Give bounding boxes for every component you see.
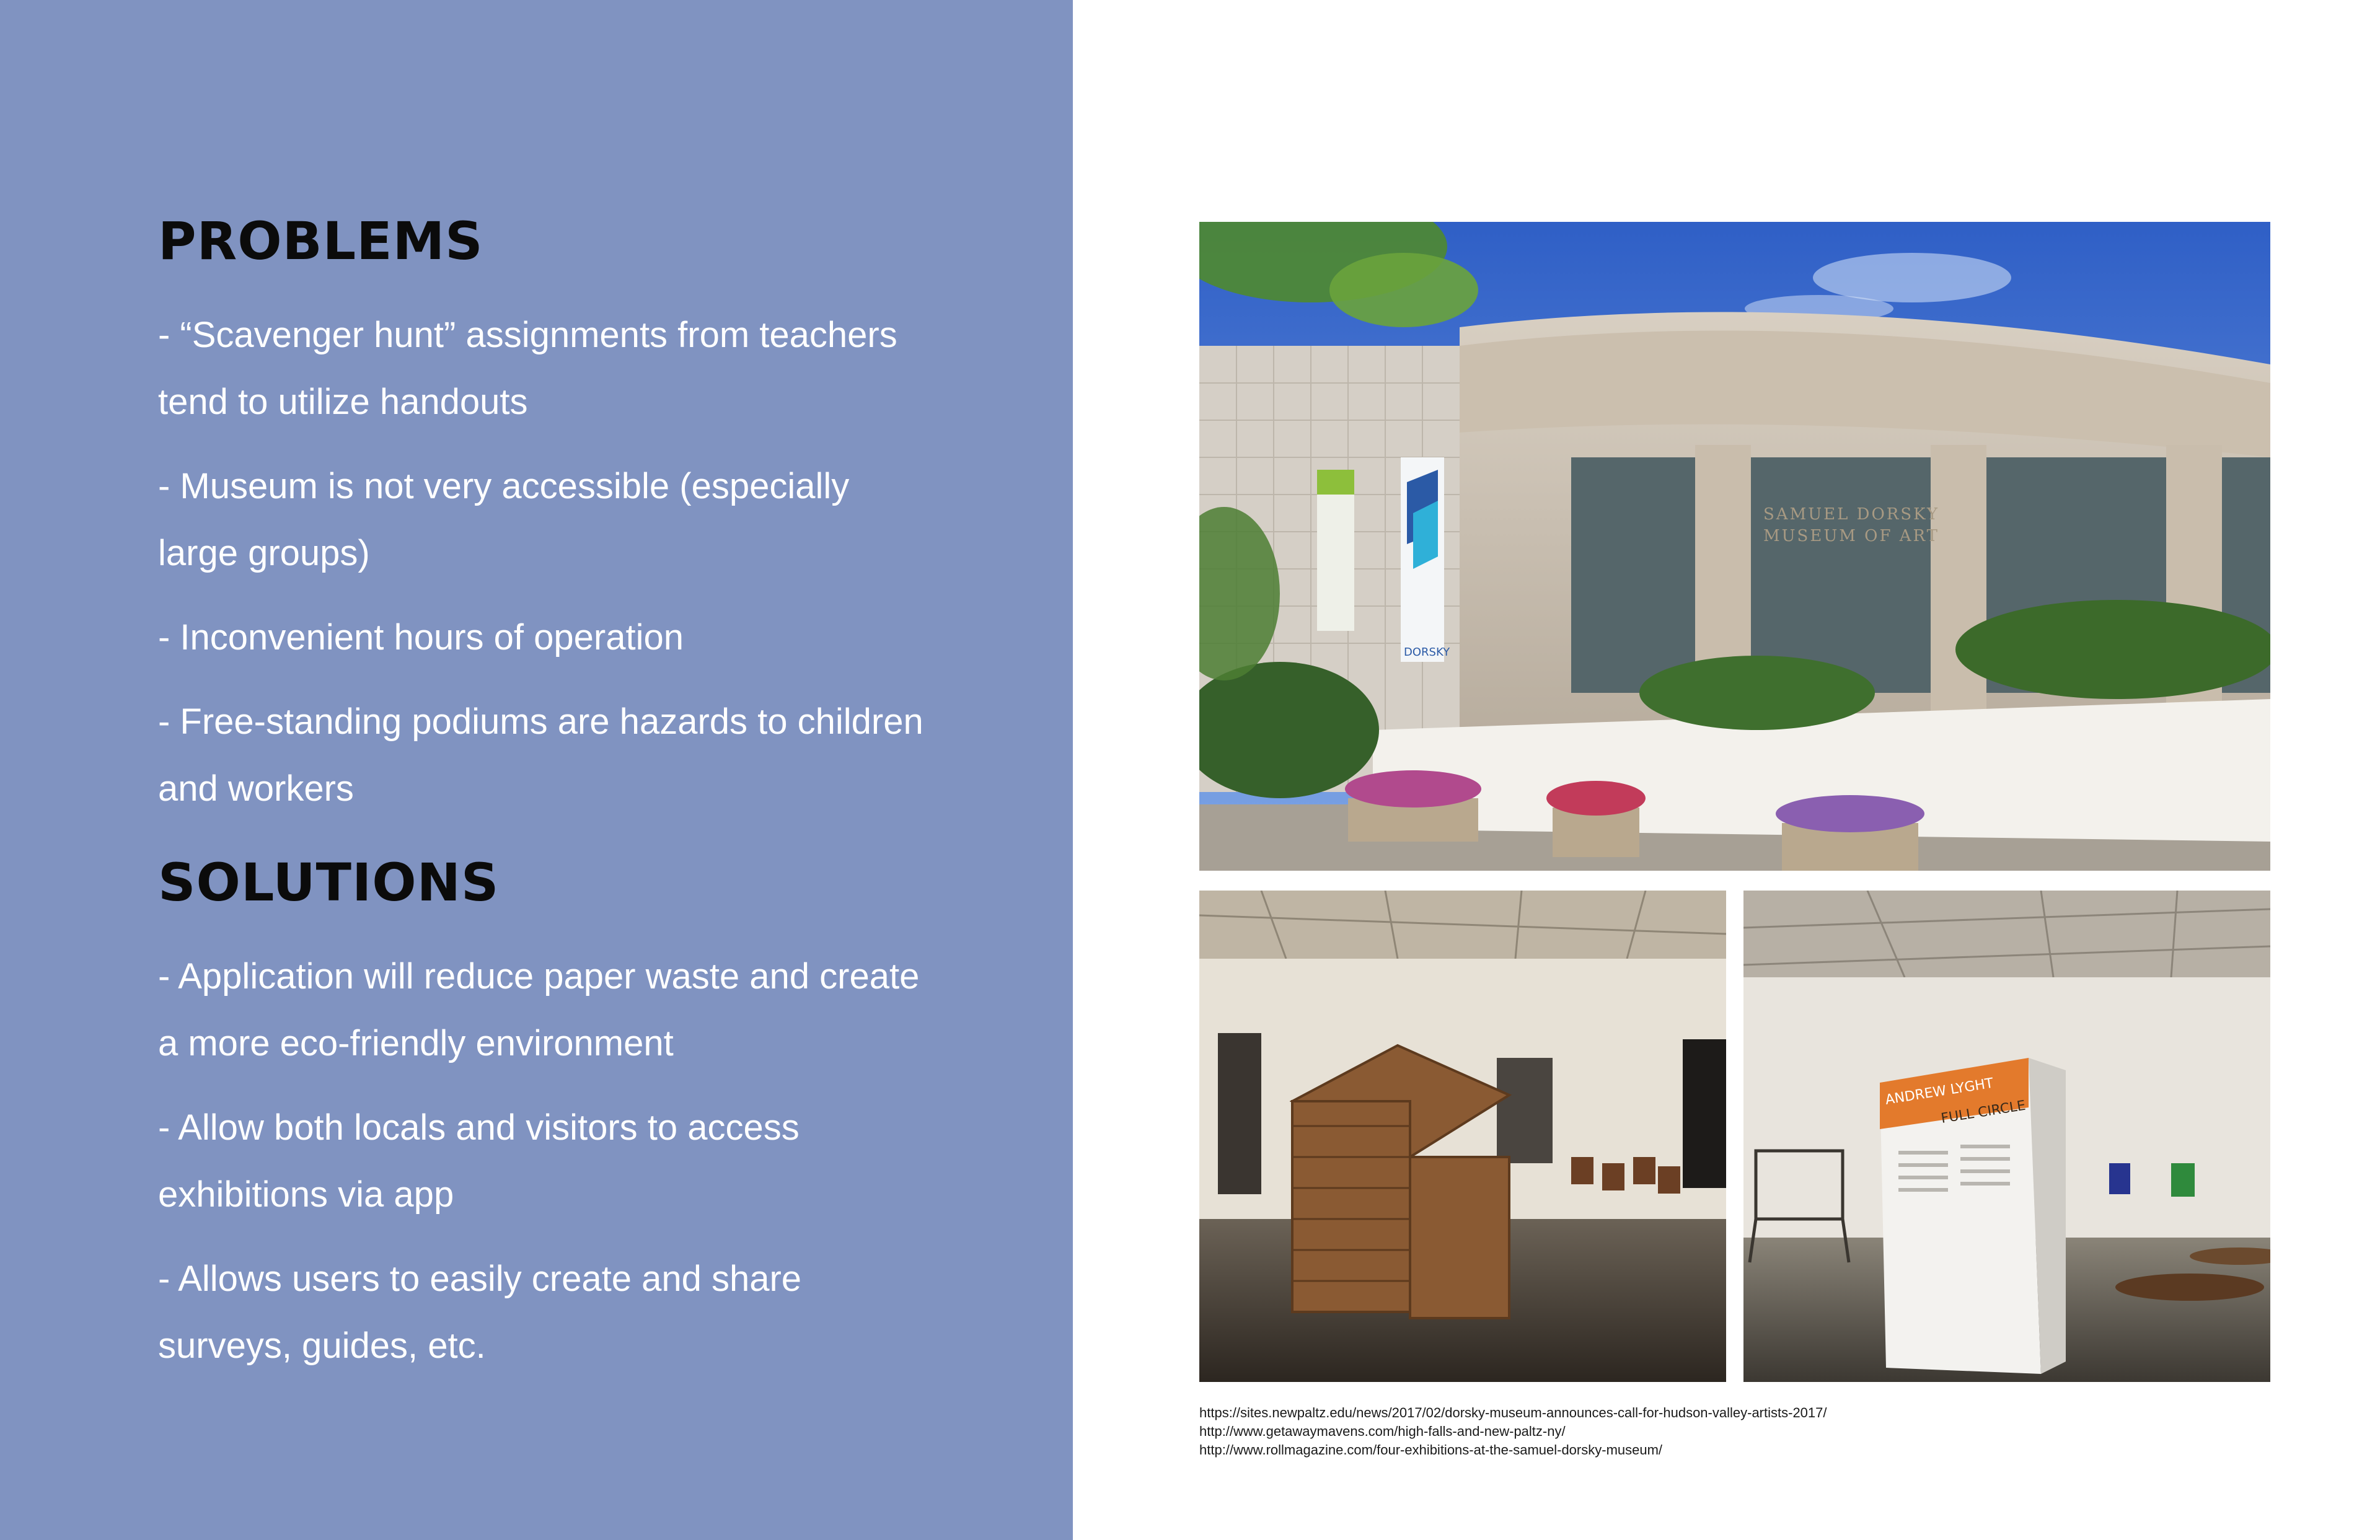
solution-item: - Allows users to easily create and share surveys, guides, etc. (158, 1259, 802, 1366)
problem-item: - Museum is not very accessible (especially large groups) (158, 466, 850, 573)
gallery-exhibit-photo (1743, 891, 2270, 1382)
exhibit-title-line2: FULL CIRCLE (1940, 1098, 2027, 1127)
source-link[interactable]: http://www.rollmagazine.com/four-exhibitions-at-the-samuel-dorsky-museum/ (1199, 1442, 1663, 1458)
problems-list (158, 302, 939, 840)
problems-heading: PROBLEMS (158, 211, 483, 271)
exhibit-title-line1: ANDREW LYGHT (1884, 1075, 1994, 1108)
gallery-installation-photo (1199, 891, 1726, 1382)
dorsky-banner-text: DORSKY (1404, 646, 1450, 659)
museum-exterior-photo (1199, 222, 2270, 871)
solution-item: - Allow both locals and visitors to access exhibitions via app (158, 1107, 800, 1215)
museum-sign-line1: SAMUEL DORSKY (1763, 505, 1940, 524)
problem-item: - “Scavenger hunt” assignments from teachers tend to utilize handouts (158, 315, 897, 422)
left-panel (0, 0, 1073, 1540)
source-link[interactable]: http://www.getawaymavens.com/high-falls-and-new-paltz-ny/ (1199, 1423, 1566, 1439)
problem-item: - Free-standing podiums are hazards to children and workers (158, 702, 923, 809)
image-sources (1199, 1404, 2253, 1459)
source-link[interactable]: https://sites.newpaltz.edu/news/2017/02/dorsky-museum-announces-call-for-hudson-valley-artists-2017/ (1199, 1405, 1827, 1420)
solutions-heading: SOLUTIONS (158, 852, 500, 913)
solution-item: - Application will reduce paper waste and create a more eco-friendly environment (158, 956, 920, 1063)
problem-item: - Inconvenient hours of operation (158, 617, 684, 658)
museum-sign-line2: MUSEUM OF ART (1763, 527, 1939, 545)
solutions-list (158, 943, 939, 1397)
